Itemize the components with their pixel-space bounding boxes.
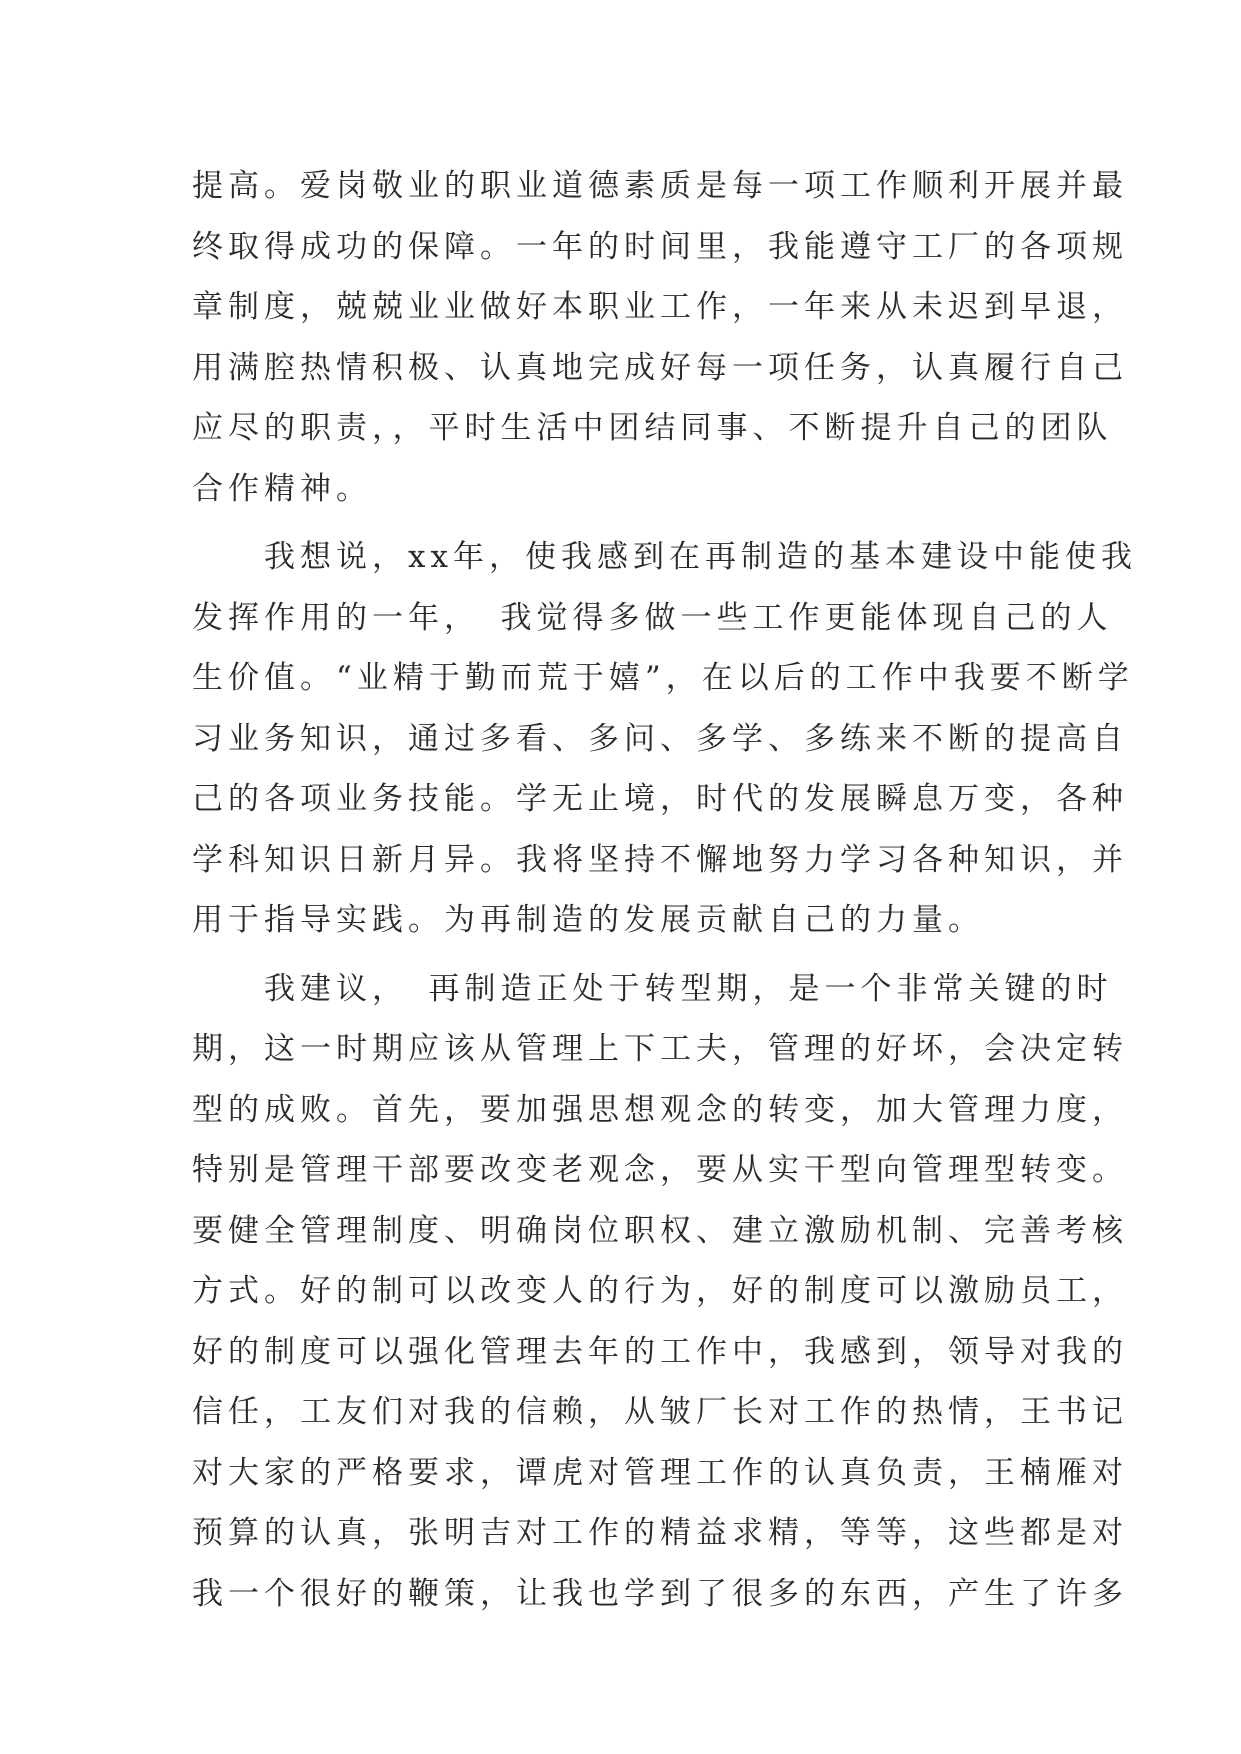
text-line: 型的成败。首先，要加强思想观念的转变，加大管理力度，: [192, 1091, 1128, 1128]
text-line: 用于指导实践。为再制造的发展贡献自己的力量。: [192, 902, 984, 938]
paragraph-spacing: [192, 519, 1072, 527]
paragraph-1: [192, 156, 1128, 519]
text-line: 方式。好的制可以改变人的行为，好的制度可以激励员工，: [192, 1273, 1128, 1309]
text-line: 合作精神。: [192, 470, 372, 507]
text-line: 预算的认真，张明吉对工作的精益求精，等等，这些都是对: [192, 1515, 1128, 1551]
text-line: 信任，工友们对我的信赖，从皱厂长对工作的热情，王书记: [192, 1394, 1128, 1430]
paragraph-3: [192, 959, 1128, 1625]
paragraph-2: [192, 527, 1137, 951]
text-line: 期，这一时期应该从管理上下工夫，管理的好坏，会决定转: [192, 1031, 1128, 1067]
text-line: 终取得成功的保障。一年的时间里，我能遵守工厂的各项规: [192, 228, 1128, 265]
text-line: 我想说，xx年，使我感到在再制造的基本建设中能使我: [192, 539, 1137, 575]
text-line: 好的制度可以强化管理去年的工作中，我感到，领导对我的: [192, 1333, 1128, 1370]
text-line: 我建议， 再制造正处于转型期，是一个非常关键的时: [192, 970, 1113, 1007]
text-line: 应尽的职责，，平时生活中团结同事、不断提升自己的团队: [192, 410, 1113, 446]
text-line: 生价值。“业精于勤而荒于嬉”，在以后的工作中我要不断学: [192, 660, 1134, 696]
document-body: [192, 156, 1137, 1624]
paragraph-spacing: [192, 951, 1072, 959]
text-line: 学科知识日新月异。我将坚持不懈地努力学习各种知识，并: [192, 841, 1128, 878]
text-line: 发挥作用的一年， 我觉得多做一些工作更能体现自己的人: [192, 599, 1113, 636]
text-line: 对大家的严格要求，谭虎对管理工作的认真负责，王楠雁对: [192, 1454, 1128, 1491]
text-line: 用满腔热情积极、认真地完成好每一项任务，认真履行自己: [192, 349, 1128, 386]
text-line: 章制度，兢兢业业做好本职业工作，一年来从未迟到早退，: [192, 289, 1128, 325]
text-line: 特别是管理干部要改变老观念，要从实干型向管理型转变。: [192, 1152, 1128, 1188]
text-line: 要健全管理制度、明确岗位职权、建立激励机制、完善考核: [192, 1212, 1128, 1249]
text-line: 提高。爱岗敬业的职业道德素质是每一项工作顺利开展并最: [192, 168, 1128, 204]
text-line: 习业务知识，通过多看、多问、多学、多练来不断的提高自: [192, 720, 1128, 757]
text-line: 己的各项业务技能。学无止境，时代的发展瞬息万变，各种: [192, 781, 1128, 817]
text-line: 我一个很好的鞭策，让我也学到了很多的东西，产生了许多: [192, 1575, 1128, 1612]
